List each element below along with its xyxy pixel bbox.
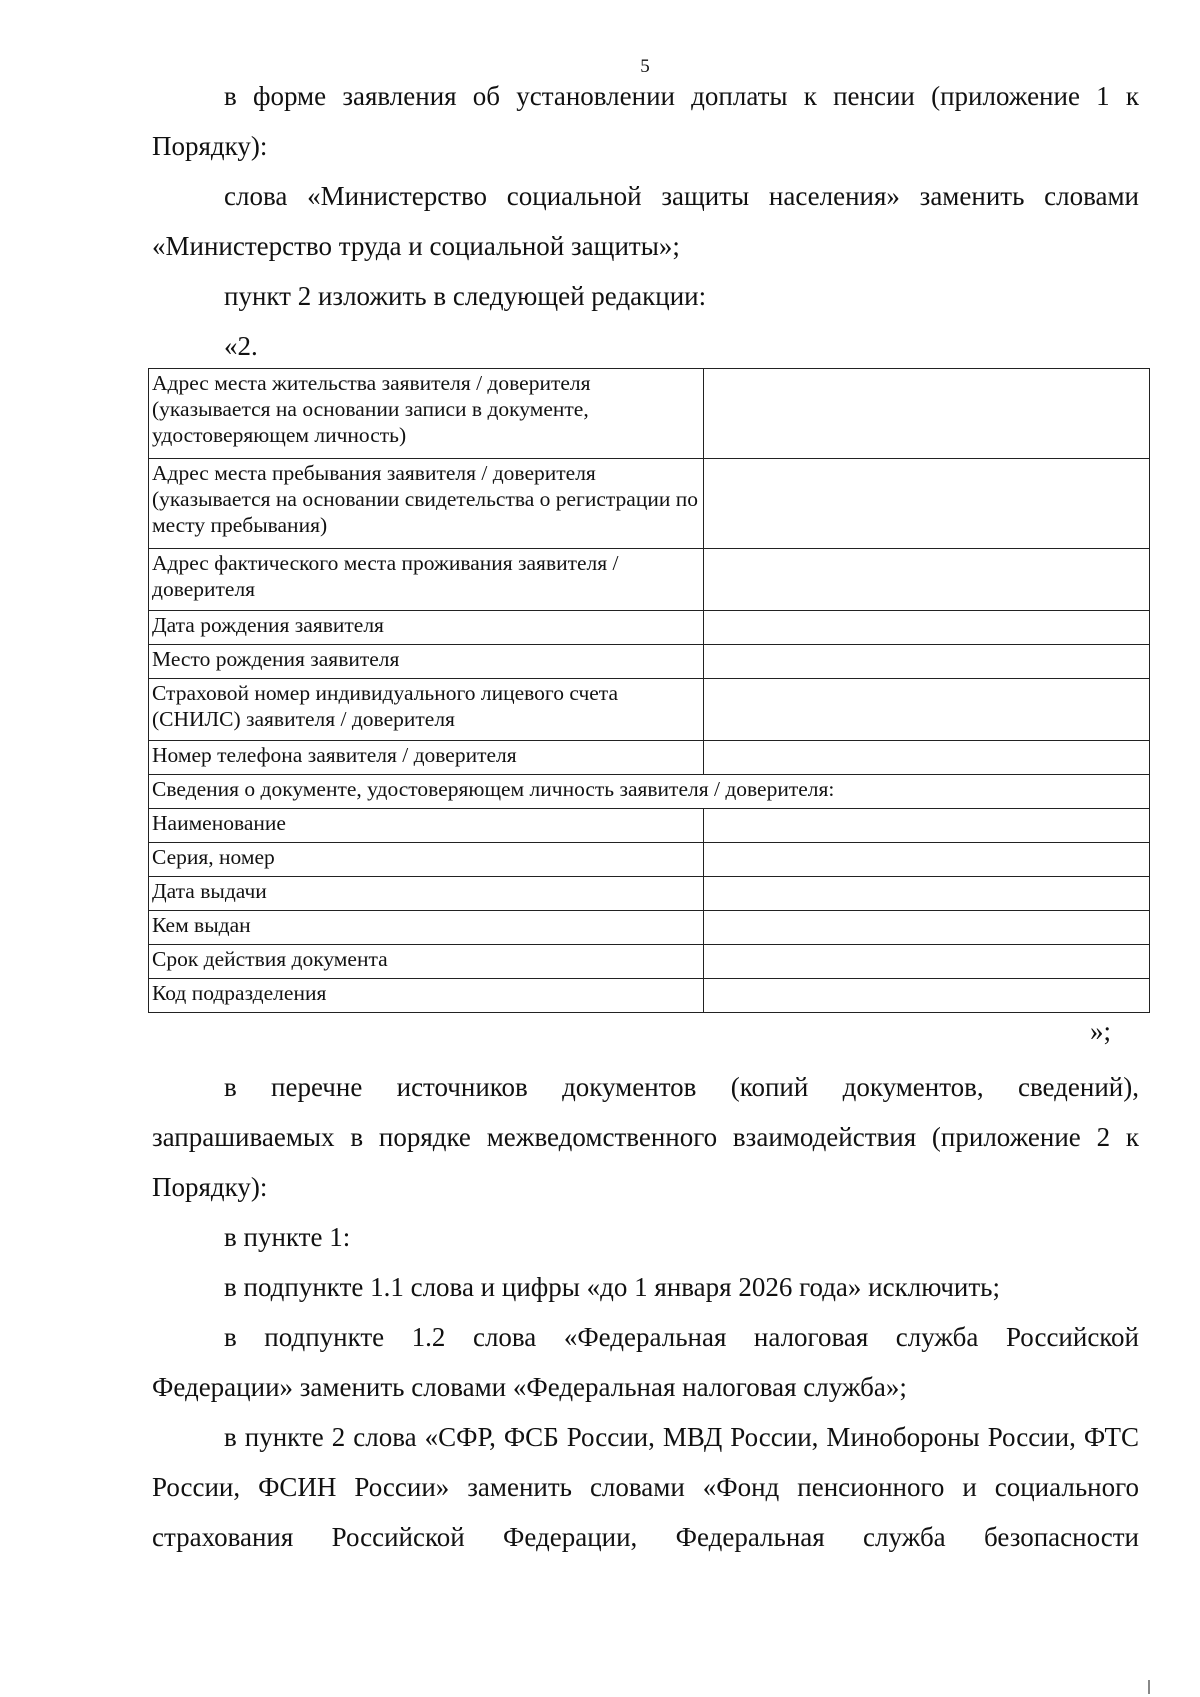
body-paragraph-5: в пункте 2 слова «СФР, ФСБ России, МВД России, Минобороны России, ФТС России, ФСИН России» заменить словами «Фонд пенсионного и социального страхования Российской Федерации, Федеральная служба безопасности bbox=[152, 1422, 1139, 1552]
row-label: Дата выдачи bbox=[149, 877, 704, 911]
row-value bbox=[704, 645, 1150, 679]
table-row bbox=[149, 369, 1150, 459]
scan-mark bbox=[1148, 1680, 1150, 1694]
row-label: Номер телефона заявителя / доверителя bbox=[149, 741, 704, 775]
body-paragraph-1: в перечне источников документов (копий документов, сведений), запрашиваемых в порядке межведомственного взаимодействия (приложение 2 к Порядку): bbox=[152, 1072, 1139, 1202]
intro-paragraph-4: «2. bbox=[224, 331, 258, 361]
table-section-row bbox=[149, 775, 1150, 809]
table-row bbox=[149, 741, 1150, 775]
table-row bbox=[149, 549, 1150, 611]
row-label: Адрес фактического места проживания заявителя / доверителя bbox=[149, 549, 704, 611]
closing-quote: »; bbox=[1090, 1016, 1112, 1046]
table-row bbox=[149, 645, 1150, 679]
body-paragraph-4: в подпункте 1.2 слова «Федеральная налоговая служба Российской Федерации» заменить словами «Федеральная налоговая служба»; bbox=[152, 1322, 1139, 1402]
intro-paragraph-2: слова «Министерство социальной защиты населения» заменить словами «Министерство труда и социальной защиты»; bbox=[152, 181, 1139, 261]
table-row bbox=[149, 459, 1150, 549]
table-row bbox=[149, 911, 1150, 945]
row-value bbox=[704, 911, 1150, 945]
row-value bbox=[704, 679, 1150, 741]
page-number: 5 bbox=[640, 56, 650, 77]
table-row bbox=[149, 611, 1150, 645]
row-value bbox=[704, 459, 1150, 549]
table-row bbox=[149, 843, 1150, 877]
row-value bbox=[704, 809, 1150, 843]
body-section bbox=[152, 1062, 1139, 1562]
applicant-info-table bbox=[148, 368, 1150, 1013]
row-label: Наименование bbox=[149, 809, 704, 843]
row-label: Серия, номер bbox=[149, 843, 704, 877]
row-label: Адрес места пребывания заявителя / доверителя (указывается на основании свидетельства о регистрации по месту пребывания) bbox=[149, 459, 704, 549]
intro-section bbox=[152, 71, 1139, 371]
section-header: Сведения о документе, удостоверяющем личность заявителя / доверителя: bbox=[149, 775, 1150, 809]
table-row bbox=[149, 809, 1150, 843]
table-row bbox=[149, 877, 1150, 911]
row-label: Страховой номер индивидуального лицевого счета (СНИЛС) заявителя / доверителя bbox=[149, 679, 704, 741]
row-value bbox=[704, 843, 1150, 877]
row-value bbox=[704, 877, 1150, 911]
row-label: Место рождения заявителя bbox=[149, 645, 704, 679]
row-label: Адрес места жительства заявителя / доверителя (указывается на основании записи в документе, удостоверяющем личность) bbox=[149, 369, 704, 459]
intro-paragraph-1: в форме заявления об установлении доплаты к пенсии (приложение 1 к Порядку): bbox=[152, 81, 1139, 161]
row-value bbox=[704, 945, 1150, 979]
row-label: Кем выдан bbox=[149, 911, 704, 945]
row-value bbox=[704, 369, 1150, 459]
row-value bbox=[704, 741, 1150, 775]
table-row bbox=[149, 979, 1150, 1013]
row-label: Дата рождения заявителя bbox=[149, 611, 704, 645]
row-label: Срок действия документа bbox=[149, 945, 704, 979]
row-value bbox=[704, 549, 1150, 611]
body-paragraph-3: в подпункте 1.1 слова и цифры «до 1 января 2026 года» исключить; bbox=[224, 1272, 1000, 1302]
table-row bbox=[149, 679, 1150, 741]
row-label: Код подразделения bbox=[149, 979, 704, 1013]
row-value bbox=[704, 979, 1150, 1013]
body-paragraph-2: в пункте 1: bbox=[224, 1222, 351, 1252]
intro-paragraph-3: пункт 2 изложить в следующей редакции: bbox=[224, 281, 707, 311]
row-value bbox=[704, 611, 1150, 645]
table-row bbox=[149, 945, 1150, 979]
